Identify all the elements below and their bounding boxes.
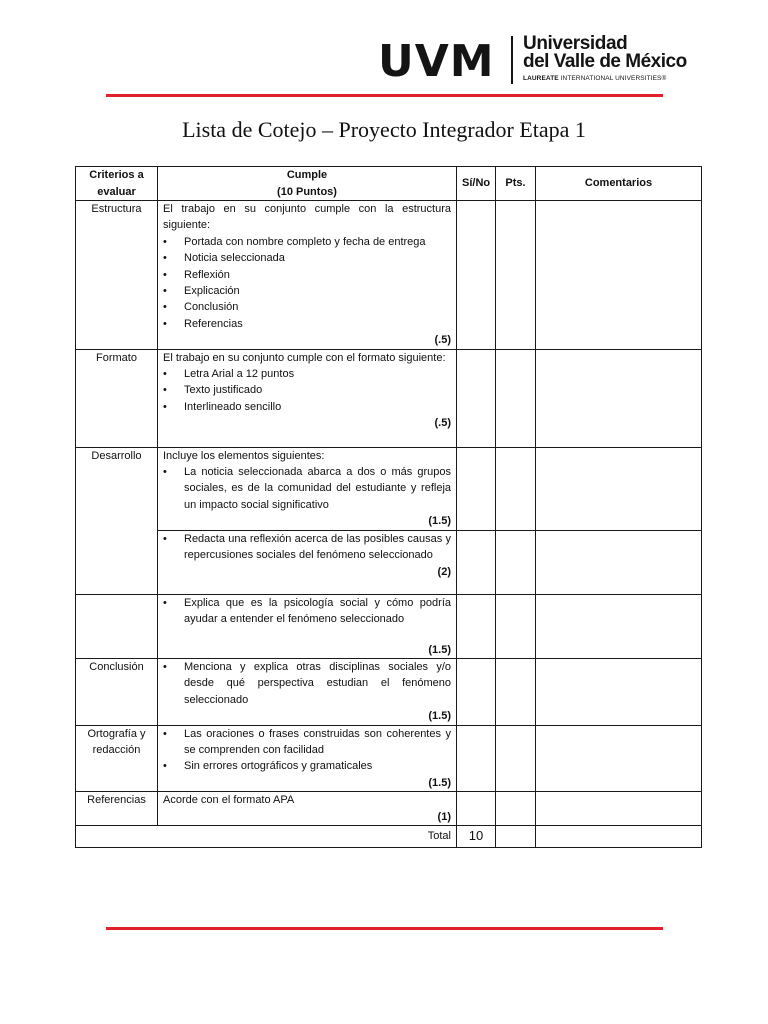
comments-cell[interactable] [536, 530, 702, 594]
si-no-cell[interactable] [457, 725, 496, 792]
criteria-cell: Estructura [76, 201, 158, 350]
si-no-cell[interactable] [457, 530, 496, 594]
row-points: (1.5) [428, 643, 451, 656]
row-description: Acorde con el formato APA [163, 794, 295, 807]
criteria-line1: Ortografía y [87, 727, 146, 740]
table-row [76, 725, 702, 792]
cumple-cell [158, 447, 457, 530]
logo-tag-bold: LAUREATE [523, 75, 559, 82]
si-no-cell[interactable] [457, 792, 496, 826]
header-red-rule [106, 94, 663, 97]
row-points: (1.5) [428, 710, 451, 723]
logo-divider [511, 36, 513, 84]
list-item: • Redacta una reflexión acerca de las posibles causas y repercusiones sociales del fenómeno seleccionado [163, 531, 451, 564]
total-label: Total [76, 825, 457, 847]
header-pts: Pts. [496, 167, 536, 201]
header-comments: Comentarios [536, 167, 702, 201]
list-item: • Interlineado sencillo [163, 399, 451, 415]
criteria-cell: Desarrollo [76, 447, 158, 594]
table-row [76, 349, 702, 447]
si-no-cell[interactable] [457, 658, 496, 725]
total-value: 10 [457, 825, 496, 847]
list-item: • Reflexión [163, 267, 451, 283]
list-item: • Conclusión [163, 299, 451, 315]
row-points: (1.5) [428, 515, 451, 528]
list-item: • Sin errores ortográficos y gramaticales [163, 758, 451, 774]
criteria-cell: Formato [76, 349, 158, 447]
document-title: Lista de Cotejo – Proyecto Integrador Etapa 1 [182, 117, 586, 142]
si-no-cell[interactable] [457, 594, 496, 658]
list-item: • Texto justificado [163, 382, 451, 398]
requirement-list [163, 464, 451, 513]
requirement-list [163, 595, 451, 628]
comments-cell[interactable] [536, 658, 702, 725]
list-item: • Referencias [163, 316, 451, 332]
table-header-row [76, 167, 702, 201]
total-comments-cell[interactable] [536, 825, 702, 847]
cumple-cell [158, 349, 457, 447]
cumple-cell [158, 530, 457, 594]
list-item: • Letra Arial a 12 puntos [163, 366, 451, 382]
requirement-list [163, 726, 451, 775]
pts-cell[interactable] [496, 658, 536, 725]
comments-cell[interactable] [536, 201, 702, 350]
footer-red-rule [106, 927, 663, 930]
table-row [76, 658, 702, 725]
logo-tag-rest: INTERNATIONAL UNIVERSITIES® [558, 75, 667, 82]
list-item: • La noticia seleccionada abarca a dos o más grupos sociales, es de la comunidad del estudiante y refleja un impacto social significativo [163, 464, 451, 513]
criteria-cell: Referencias [76, 792, 158, 826]
uvm-logo-mark: UVM [378, 36, 495, 87]
si-no-cell[interactable] [457, 201, 496, 350]
pts-cell[interactable] [496, 447, 536, 530]
pts-cell[interactable] [496, 594, 536, 658]
pts-cell[interactable] [496, 201, 536, 350]
row-points: (1) [437, 810, 451, 823]
table-row [76, 594, 702, 658]
list-item: • Explica que es la psicología social y cómo podría ayudar a entender el fenómeno seleccionado [163, 595, 451, 628]
pts-cell[interactable] [496, 349, 536, 447]
criteria-cell [76, 725, 158, 792]
pts-cell[interactable] [496, 530, 536, 594]
logo-university-line2: del Valle de México [523, 51, 687, 72]
list-item: • Menciona y explica otras disciplinas sociales y/o desde qué perspectiva estudian el fenómeno seleccionado [163, 659, 451, 708]
row-points: (.5) [434, 334, 451, 347]
list-item: • Las oraciones o frases construidas son coherentes y se comprenden con facilidad [163, 726, 451, 759]
criteria-cell: Conclusión [76, 658, 158, 725]
header-si-no: Sí/No [457, 167, 496, 201]
table-row [76, 792, 702, 826]
checklist-table [75, 166, 702, 848]
requirement-list [163, 659, 451, 708]
row-points: (2) [437, 565, 451, 578]
comments-cell[interactable] [536, 447, 702, 530]
row-points: (1.5) [428, 776, 451, 789]
total-row [76, 825, 702, 847]
criteria-line2: redacción [92, 743, 141, 756]
pts-cell[interactable] [496, 725, 536, 792]
total-pts-cell[interactable] [496, 825, 536, 847]
requirement-list [163, 531, 451, 564]
list-item: • Portada con nombre completo y fecha de entrega [163, 234, 451, 250]
cumple-cell [158, 594, 457, 658]
criteria-cell [76, 594, 158, 658]
header-cumple [158, 167, 457, 201]
comments-cell[interactable] [536, 349, 702, 447]
row-description: El trabajo en su conjunto cumple con el formato siguiente: [163, 351, 446, 364]
logo-university-line1: Universidad [523, 33, 628, 54]
logo-laureate-tagline [523, 75, 666, 83]
comments-cell[interactable] [536, 792, 702, 826]
cumple-cell [158, 658, 457, 725]
cumple-cell [158, 725, 457, 792]
comments-cell[interactable] [536, 725, 702, 792]
row-description: Incluye los elementos siguientes: [163, 449, 325, 462]
header-cumple-line2: (10 Puntos) [277, 185, 337, 198]
si-no-cell[interactable] [457, 349, 496, 447]
pts-cell[interactable] [496, 792, 536, 826]
requirement-list [163, 234, 451, 332]
table-row [76, 530, 702, 594]
cumple-cell [158, 792, 457, 826]
si-no-cell[interactable] [457, 447, 496, 530]
table-row [76, 201, 702, 350]
table-row [76, 447, 702, 530]
header-criteria-line2: evaluar [97, 185, 136, 198]
header-criteria-line1: Criterios a [89, 169, 144, 182]
header-criteria [76, 167, 158, 201]
row-points: (.5) [434, 417, 451, 430]
header-cumple-line1: Cumple [286, 169, 328, 182]
cumple-cell [158, 201, 457, 350]
list-item: • Explicación [163, 283, 451, 299]
row-description: El trabajo en su conjunto cumple con la estructura siguiente: [163, 203, 451, 232]
comments-cell[interactable] [536, 594, 702, 658]
requirement-list [163, 366, 451, 415]
list-item: • Noticia seleccionada [163, 250, 451, 266]
